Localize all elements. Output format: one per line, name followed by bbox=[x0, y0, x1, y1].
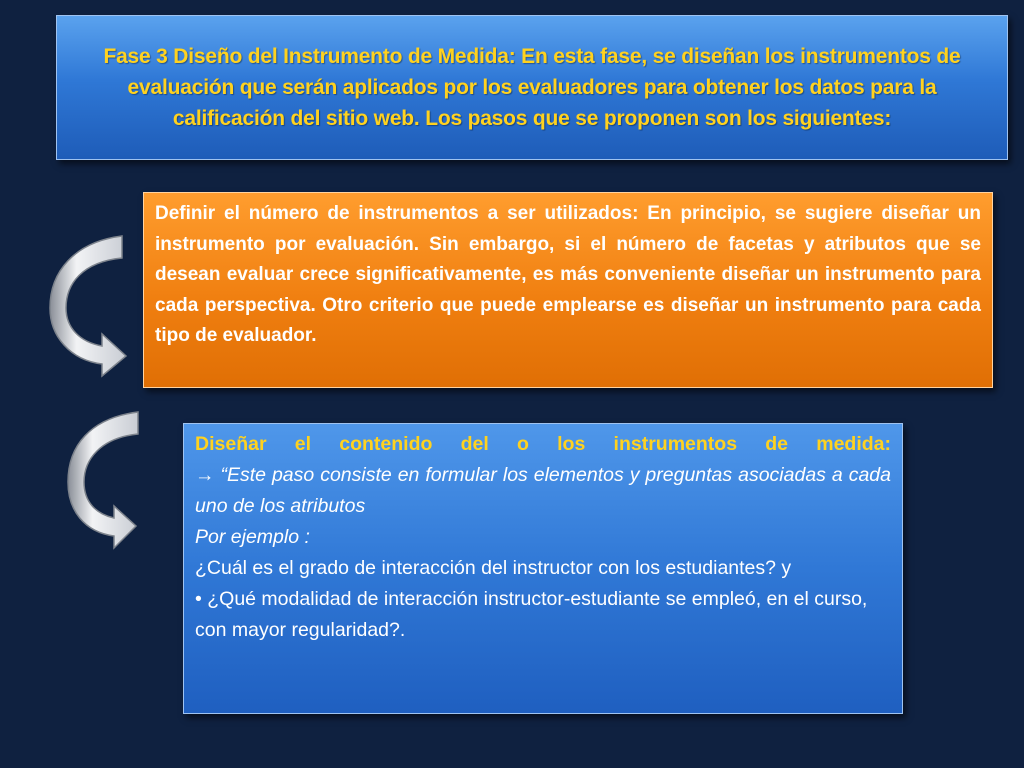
question-2-end: con mayor regularidad?. bbox=[195, 619, 406, 641]
curved-arrow-icon bbox=[44, 232, 140, 380]
header-box bbox=[56, 15, 1008, 160]
example-label: Por ejemplo : bbox=[195, 526, 310, 548]
arrow-right-icon: → bbox=[195, 464, 215, 486]
step2-box bbox=[183, 423, 903, 714]
step1-text: Definir el número de instrumentos a ser utilizados: En principio, se sugiere diseñar un instrumento por evaluación. Sin embargo, si el número de facetas y atributos que se desean evaluar crece significativamente, es más conveniente diseñar un instrumento para cada perspectiva. Otro criterio que puede emplearse es diseñar un instrumento para cada tipo de evaluador. bbox=[155, 203, 981, 346]
question-1: ¿Cuál es el grado de interacción del instructor con los estudiantes? y bbox=[195, 557, 792, 579]
curved-arrow-icon bbox=[62, 408, 142, 552]
step2-quote-text: “Este paso consiste en formular los elementos y preguntas asociadas a cada uno de los atributos bbox=[195, 464, 891, 517]
step2-quote bbox=[195, 460, 891, 522]
question-2: • ¿Qué modalidad de interacción instructor-estudiante se empleó, en el curso, bbox=[195, 588, 868, 610]
step2-heading: Diseñar el contenido del o los instrumentos de medida: bbox=[195, 433, 891, 455]
header-text: Fase 3 Diseño del Instrumento de Medida: En esta fase, se diseñan los instrumentos de evaluación que serán aplicados por los evaluadores para obtener los datos para la calificación del sitio web. Los pasos que se proponen son los siguientes: bbox=[103, 45, 961, 130]
step1-box bbox=[143, 192, 993, 388]
